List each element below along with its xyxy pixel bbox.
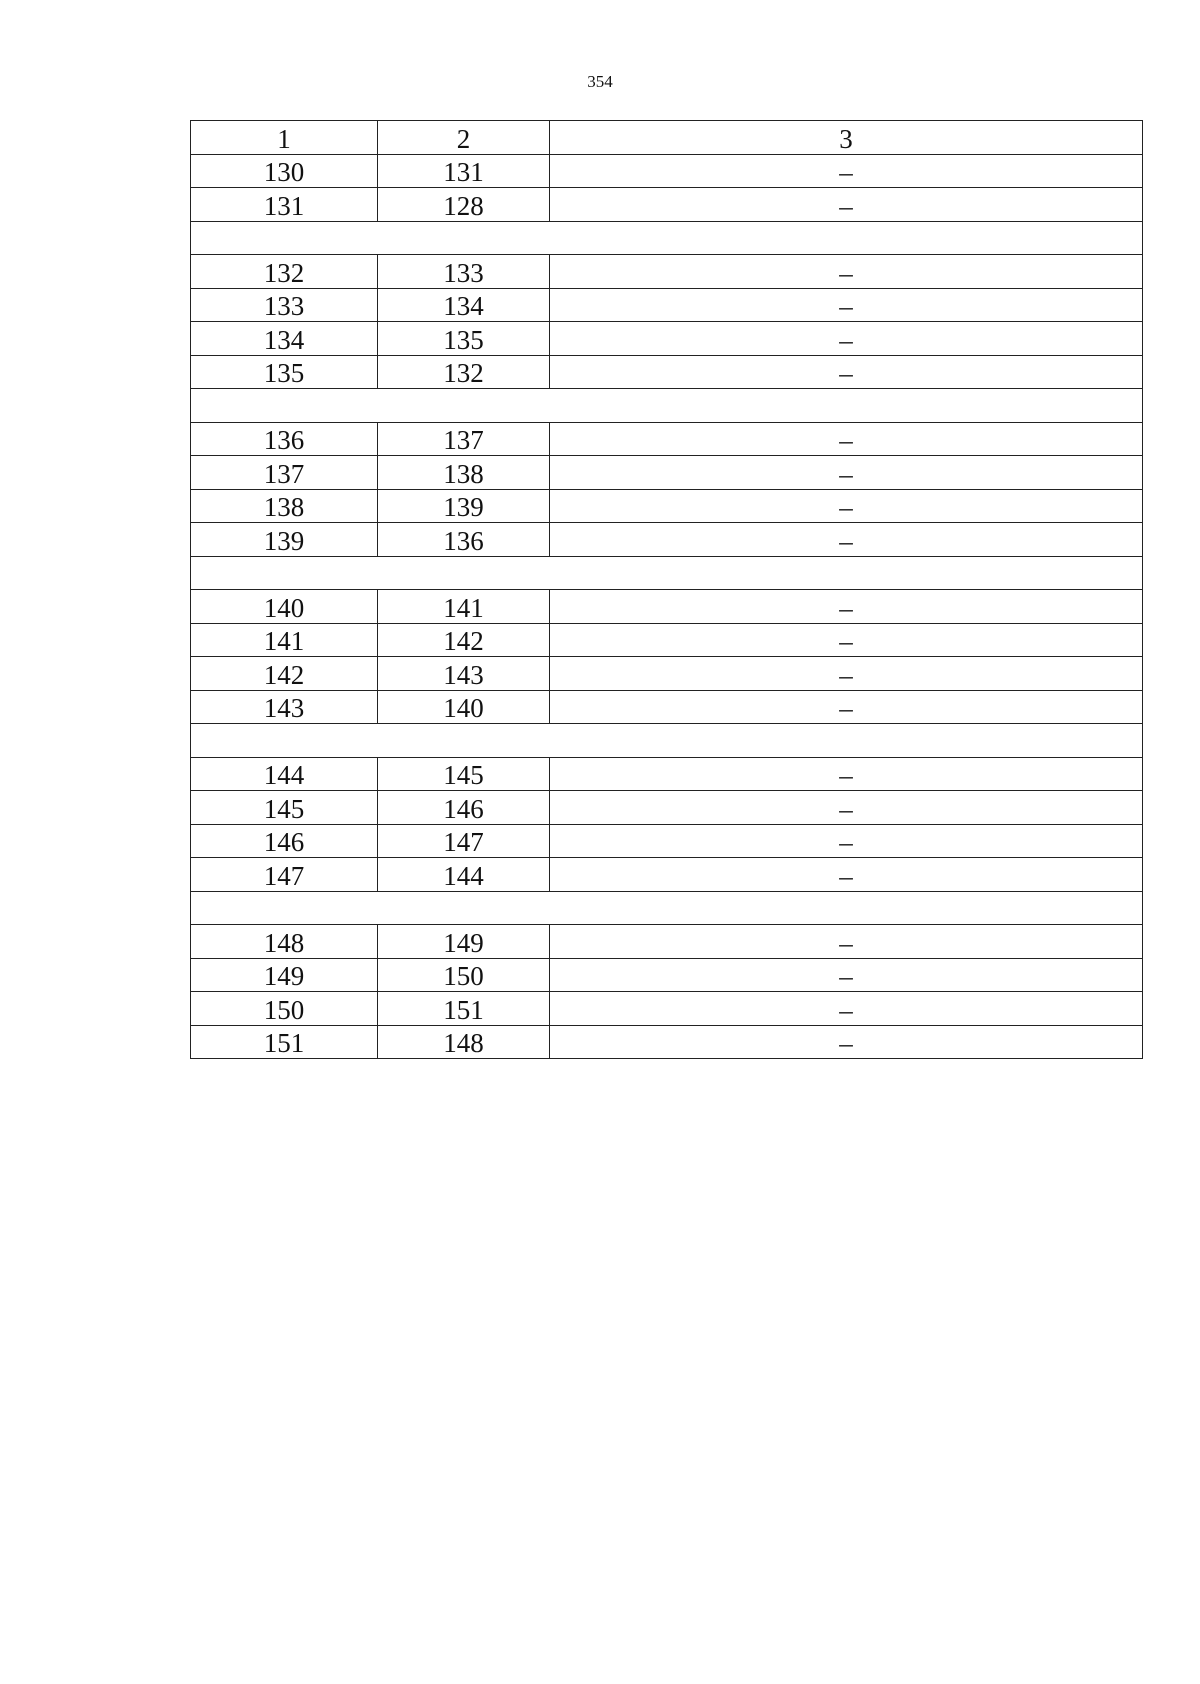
- table-cell-col-3: –: [550, 824, 1143, 858]
- empty-merged-cell: [191, 724, 1143, 758]
- empty-merged-cell: [191, 556, 1143, 590]
- table-row: [191, 824, 1143, 858]
- table-row: [191, 925, 1143, 959]
- empty-merged-cell: [191, 891, 1143, 925]
- column-header-2: 2: [378, 121, 550, 155]
- table-cell-col-1: 130: [191, 154, 378, 188]
- table-cell-col-1: 150: [191, 992, 378, 1026]
- table-cell-col-1: 131: [191, 188, 378, 222]
- table-row: [191, 958, 1143, 992]
- table-cell-col-1: 149: [191, 958, 378, 992]
- table-cell-col-3: –: [550, 288, 1143, 322]
- table-cell-col-3: –: [550, 590, 1143, 624]
- table-cell-col-3: –: [550, 355, 1143, 389]
- table-cell-col-3: –: [550, 255, 1143, 289]
- table-cell-col-2: 138: [378, 456, 550, 490]
- data-table: [190, 120, 1143, 1059]
- table-cell-col-2: 149: [378, 925, 550, 959]
- table-cell-col-2: 140: [378, 690, 550, 724]
- table-cell-col-2: 150: [378, 958, 550, 992]
- table-cell-col-3: –: [550, 925, 1143, 959]
- table-cell-col-1: 151: [191, 1025, 378, 1059]
- table-cell-col-1: 134: [191, 322, 378, 356]
- table-cell-col-1: 139: [191, 523, 378, 557]
- table-cell-col-2: 133: [378, 255, 550, 289]
- column-header-1: 1: [191, 121, 378, 155]
- table-cell-col-3: –: [550, 154, 1143, 188]
- table-row: [191, 422, 1143, 456]
- table-row: [191, 757, 1143, 791]
- table-cell-col-3: –: [550, 992, 1143, 1026]
- table-cell-col-1: 141: [191, 623, 378, 657]
- empty-merged-cell: [191, 389, 1143, 423]
- table-cell-col-2: 146: [378, 791, 550, 825]
- table-cell-col-2: 139: [378, 489, 550, 523]
- table-row: [191, 623, 1143, 657]
- table-row: [191, 657, 1143, 691]
- table-cell-col-2: 131: [378, 154, 550, 188]
- empty-merged-cell: [191, 221, 1143, 255]
- table-cell-col-3: –: [550, 791, 1143, 825]
- table-cell-col-1: 148: [191, 925, 378, 959]
- table-row: [191, 1025, 1143, 1059]
- table-body: [191, 154, 1143, 1059]
- table-row: [191, 992, 1143, 1026]
- table-cell-col-1: 144: [191, 757, 378, 791]
- table-row: [191, 355, 1143, 389]
- table-header-row: [191, 121, 1143, 155]
- table-cell-col-2: 145: [378, 757, 550, 791]
- table-cell-col-2: 135: [378, 322, 550, 356]
- table-cell-col-3: –: [550, 1025, 1143, 1059]
- table-row: [191, 188, 1143, 222]
- table-cell-col-3: –: [550, 456, 1143, 490]
- table-cell-col-3: –: [550, 858, 1143, 892]
- table-row: [191, 255, 1143, 289]
- table-cell-col-3: –: [550, 690, 1143, 724]
- table-cell-col-1: 140: [191, 590, 378, 624]
- page-number: 354: [587, 72, 613, 91]
- table-cell-col-2: 136: [378, 523, 550, 557]
- table-cell-col-3: –: [550, 523, 1143, 557]
- table-cell-col-1: 147: [191, 858, 378, 892]
- table-cell-col-1: 135: [191, 355, 378, 389]
- table-cell-col-3: –: [550, 757, 1143, 791]
- table-cell-col-1: 138: [191, 489, 378, 523]
- table-row: [191, 791, 1143, 825]
- table-cell-col-3: –: [550, 623, 1143, 657]
- table-cell-col-1: 133: [191, 288, 378, 322]
- table-row: [191, 523, 1143, 557]
- table-cell-col-1: 132: [191, 255, 378, 289]
- table-cell-col-1: 143: [191, 690, 378, 724]
- group-separator-row: [191, 221, 1143, 255]
- table-cell-col-2: 132: [378, 355, 550, 389]
- table-cell-col-2: 144: [378, 858, 550, 892]
- group-separator-row: [191, 891, 1143, 925]
- table-row: [191, 288, 1143, 322]
- column-header-3: 3: [550, 121, 1143, 155]
- table-cell-col-1: 137: [191, 456, 378, 490]
- table-cell-col-3: –: [550, 657, 1143, 691]
- table-cell-col-1: 145: [191, 791, 378, 825]
- group-separator-row: [191, 556, 1143, 590]
- table-row: [191, 489, 1143, 523]
- group-separator-row: [191, 724, 1143, 758]
- table-row: [191, 154, 1143, 188]
- table-cell-col-2: 128: [378, 188, 550, 222]
- table-cell-col-1: 146: [191, 824, 378, 858]
- group-separator-row: [191, 389, 1143, 423]
- table-cell-col-2: 143: [378, 657, 550, 691]
- table-cell-col-2: 137: [378, 422, 550, 456]
- table-row: [191, 322, 1143, 356]
- table-cell-col-2: 141: [378, 590, 550, 624]
- table-cell-col-1: 142: [191, 657, 378, 691]
- table-cell-col-3: –: [550, 489, 1143, 523]
- table-cell-col-3: –: [550, 322, 1143, 356]
- table-row: [191, 690, 1143, 724]
- table-cell-col-2: 151: [378, 992, 550, 1026]
- table-cell-col-2: 134: [378, 288, 550, 322]
- table-row: [191, 456, 1143, 490]
- table-cell-col-2: 148: [378, 1025, 550, 1059]
- table-cell-col-3: –: [550, 422, 1143, 456]
- table-cell-col-1: 136: [191, 422, 378, 456]
- table-cell-col-3: –: [550, 188, 1143, 222]
- table-cell-col-2: 142: [378, 623, 550, 657]
- table-row: [191, 590, 1143, 624]
- table-cell-col-2: 147: [378, 824, 550, 858]
- table-row: [191, 858, 1143, 892]
- table-cell-col-3: –: [550, 958, 1143, 992]
